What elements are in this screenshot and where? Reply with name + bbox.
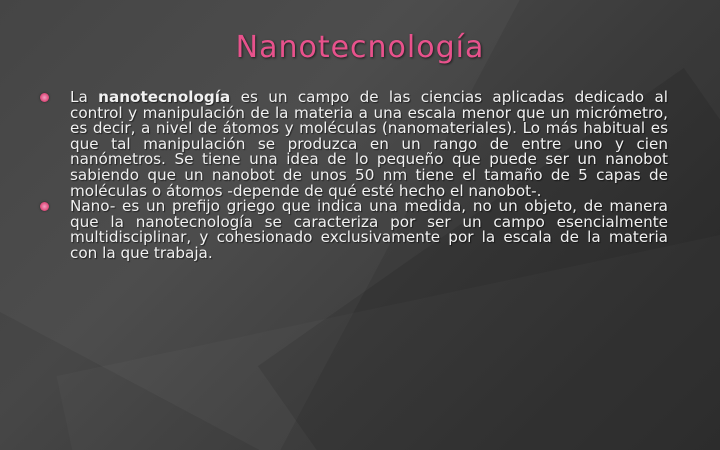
bullet-item-nano-prefijo [38, 199, 668, 261]
pink-circle-bullet-icon [40, 202, 49, 211]
background-facet [56, 231, 720, 450]
bullet-item-nanotecnologia [38, 90, 668, 199]
bullet-prefix: La [70, 88, 99, 106]
slide-title: Nanotecnología [235, 30, 485, 65]
pink-circle-bullet-icon [40, 93, 49, 102]
bold-term: nanotecnología [98, 88, 231, 106]
bullet-text: Nano- es un prefijo griego que indica una medida, no un objeto, de manera que la nanotecnología se caracteriza por ser un campo esencialmente multidisciplinar, y cohesionado exclusivamente por la escala de la materia con la que trabaja. [70, 197, 668, 262]
slide-content [38, 90, 668, 262]
bullet-text: es un campo de las ciencias aplicadas dedicado al control y manipulación de la materia a una escala menor que un micrómetro, es decir, a nivel de átomos y moléculas (nanomateriales). Lo más habitual es que tal manipulación se produzca en un rango de entre uno y cien nanómetros. Se tiene una idea de lo pequeño que puede ser un nanobot sabiendo que un nanobot de unos 50 nm tiene el tamaño de 5 capas de moléculas o átomos -depende de qué esté hecho el nanobot-. [70, 88, 668, 200]
